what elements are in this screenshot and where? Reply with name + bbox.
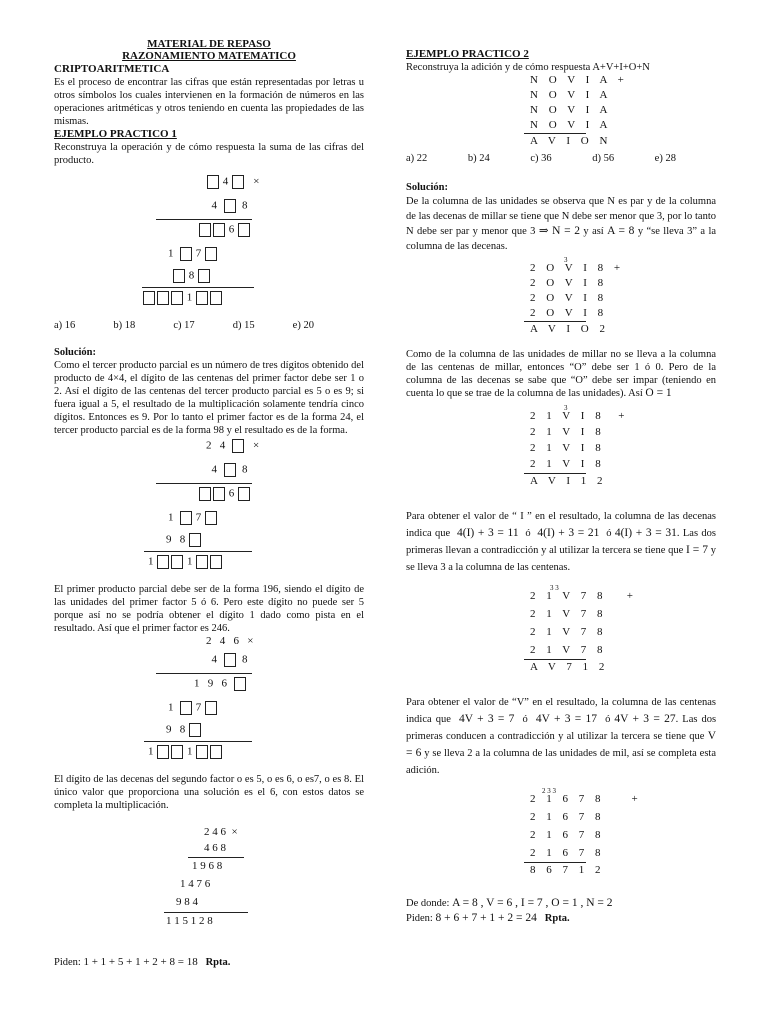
rule (156, 483, 252, 484)
addend-text: 2 1 6 7 8 (530, 793, 605, 805)
puzzle-row: 1 (142, 291, 223, 305)
puzzle-row: 9 8 (166, 723, 202, 737)
addend-text: N O V I A (530, 74, 611, 86)
ex2-dedonde (406, 897, 716, 910)
p1-text: De la columna de las unidades se observa que N es par y de la columna de las decenas de millar se tiene que N debe ser menor que 3, por lo tanto N debe ser par y menor que 3 (406, 196, 716, 237)
partial-product-2: 1 4 7 6 (180, 878, 211, 890)
equation: 4V + 3 = 17 (535, 713, 598, 725)
p2-text: Como de la columna de las unidades de millar no se lleva a la columna de las centenas de millar, entonces “O” debe ser 1 ó 0. Pero de la columna de las decenas se sabe que “O” debe ser impar (teniendo en cuenta lo que se trae de la columna de las unidades). Así (406, 349, 716, 399)
p1-text-2: y así (583, 226, 604, 237)
p3-text: Para obtener el valor de “ I ” en el resultado, la columna de las decenas indica que (406, 511, 716, 539)
ex1-puzzle-step2 (54, 635, 364, 759)
option: e) 28 (654, 153, 676, 164)
ex2-statement: Reconstruya la adición y de cómo respuesta A+V+I+O+N (406, 62, 650, 73)
or-word: ó (525, 528, 531, 539)
addend-row: 2 1 6 7 8 (530, 847, 605, 859)
rule (524, 133, 586, 134)
blank-box (157, 745, 169, 759)
puzzle-row: 1 7 (168, 247, 218, 261)
blank-box (198, 269, 210, 283)
option: b) 18 (113, 320, 136, 331)
ex1-solution-label: Solución: (54, 347, 97, 358)
blank-box (171, 291, 183, 305)
ex2-addition (406, 74, 716, 152)
product-result: 1 1 5 1 2 8 (166, 915, 213, 927)
blank-box (189, 533, 201, 547)
p3-text-2: . Las dos primeras llevan a contradicción y al utilizar la tercera se tiene que (406, 528, 717, 556)
option: e) 20 (292, 320, 314, 331)
blank-box (234, 677, 246, 691)
right-column (406, 48, 716, 925)
puzzle-row: 1 7 (168, 511, 218, 525)
sum-row: 8 6 7 1 2 (530, 864, 605, 876)
or-word: ó (605, 714, 611, 725)
puzzle-row: 1 7 (168, 701, 218, 715)
ex2-step2 (406, 400, 716, 492)
factor-1-value: 2 4 6 (204, 826, 226, 838)
blank-box (199, 487, 211, 501)
addend-row: 2 1 V 7 8 + (530, 590, 638, 602)
ex1-solution-p3: El dígito de las decenas del segundo factor o es 5, o es 6, o es7, o es 8. El único valor que proporciona una solución es el 6, con estos datos se completa la multiplicación. (54, 774, 364, 811)
addend-row: 2 O V I 8 (530, 292, 608, 304)
p4-value: V = 6 (406, 730, 716, 759)
addend-row: 2 1 V I 8 (530, 442, 605, 454)
p1-implication: ⇒ N = 2 (538, 225, 580, 237)
ex1-answer (54, 956, 364, 969)
equation: 4V + 3 = 27 (614, 713, 676, 725)
puzzle-row: 2 4 6 × (206, 635, 254, 647)
answer-expression: 8 + 6 + 7 + 1 + 2 = 24 (435, 912, 537, 924)
blank-box (199, 223, 211, 237)
option: a) 22 (406, 153, 428, 164)
rule (188, 857, 244, 858)
carry: 3 (564, 404, 568, 412)
blank-box (157, 291, 169, 305)
puzzle-row: 6 (198, 487, 251, 501)
p3-text-3: y se lleva 3 a la columna de las centenas. (406, 545, 716, 573)
blank-box (196, 745, 208, 759)
ex2-p3 (406, 508, 716, 576)
p4-text-2: . Las dos primeras conducen a contradicción y al utilizar la tercera se tiene que (406, 714, 717, 742)
addend-row: 2 1 V I 8 (530, 458, 605, 470)
blank-box (213, 487, 225, 501)
addend-row: N O V I A (530, 119, 612, 131)
equation: 4V + 3 = 7 (458, 713, 515, 725)
ex2-step3 (406, 580, 716, 678)
ex2-p1 (406, 194, 716, 254)
answer-label: Piden: (54, 957, 81, 968)
puzzle-row: 4 8 (206, 653, 248, 666)
addend-row: 2 1 V I 8 + (530, 410, 629, 422)
blank-box (171, 745, 183, 759)
rule (524, 321, 586, 322)
addend-row: 2 1 V 7 8 (530, 644, 607, 656)
partial-product-3: 9 8 4 (176, 896, 198, 908)
blank-box (171, 555, 183, 569)
blank-box (213, 223, 225, 237)
ex2-p4 (406, 694, 716, 779)
addend-row: N O V I A (530, 104, 612, 116)
blank-box (205, 511, 217, 525)
ex2-solution-label: Solución: (406, 182, 449, 193)
rule (524, 659, 586, 660)
puzzle-row: 4 8 (206, 199, 248, 212)
rule (164, 912, 248, 913)
addend-row: 2 1 6 7 8 (530, 829, 605, 841)
carry: 3 (564, 256, 568, 264)
blank-box (180, 247, 192, 261)
blank-box (210, 555, 222, 569)
rule (156, 219, 252, 220)
intro-paragraph: Es el proceso de encontrar las cifras que están representadas por letras u otros símbolos los cuales intervienen en la formación de números en las operaciones aritméticas y otros teniendo en cuenta las propiedades de las mismas. (54, 77, 364, 127)
puzzle-row: 1 1 (148, 745, 223, 759)
ex1-title: EJEMPLO PRACTICO 1 (54, 128, 177, 140)
p4-text-3: y se lleva 2 a la columna de las unidades de mil, así se completa esta adición. (406, 748, 716, 776)
rule (524, 862, 586, 863)
ex1-solution-p2: El primer producto parcial debe ser de la forma 196, siendo el dígito de las unidades del primer factor 5 ó 6. Pero este dígito no puede ser 5 porque así no se podría obtener el dígito 1 dado como pista en el resultado. Así que el primer factor es 246. (54, 584, 364, 634)
blank-box (157, 555, 169, 569)
addend-row: 2 1 6 7 8 (530, 811, 605, 823)
ex1-puzzle (54, 167, 364, 304)
blank-box (207, 175, 219, 189)
addend-row: 2 1 V I 8 (530, 426, 605, 438)
answer-label: Piden: (406, 913, 433, 924)
rule (524, 473, 586, 474)
option: b) 24 (467, 153, 490, 164)
rpta-label: Rpta. (205, 957, 231, 968)
blank-box (224, 199, 236, 213)
option: d) 56 (592, 153, 615, 164)
blank-box (180, 701, 192, 715)
blank-box (196, 291, 208, 305)
sum-row: A V I O N (530, 135, 612, 147)
blank-box (210, 745, 222, 759)
blank-box (232, 439, 244, 453)
dedonde-label: De donde: (406, 898, 450, 909)
dedonde-values: A = 8 , V = 6 , I = 7 , O = 1 , N = 2 (452, 897, 613, 909)
p4-text: Para obtener el valor de “V” en el resultado, la columna de las centenas indica que (406, 697, 716, 725)
addend-row: 2 1 6 7 8 + (530, 793, 642, 805)
carry: 3 3 (550, 584, 559, 592)
addend-row: 2 O V I 8 (530, 307, 608, 319)
left-column (54, 38, 364, 969)
sum-row: A V I O 2 (530, 323, 609, 335)
addend-row: 2 O V I 8 (530, 277, 608, 289)
ex2-title: EJEMPLO PRACTICO 2 (406, 48, 529, 60)
doc-subtitle: RAZONAMIENTO MATEMATICO (122, 50, 296, 62)
ex2-options (406, 152, 676, 165)
addend-row: 2 1 V 7 8 (530, 608, 607, 620)
blank-box (189, 723, 201, 737)
option: c) 36 (530, 153, 552, 164)
puzzle-row: 8 (172, 269, 211, 283)
ex2-answer (406, 912, 716, 925)
blank-box (224, 463, 236, 477)
addend-text: 2 1 V 7 8 (530, 590, 607, 602)
sum-row: A V 7 1 2 (530, 661, 609, 673)
blank-box (232, 175, 244, 189)
rule (142, 287, 254, 288)
blank-box (173, 269, 185, 283)
addend-text: 2 1 V I 8 (530, 410, 605, 422)
ex2-step1 (406, 254, 716, 338)
blank-box (238, 487, 250, 501)
sum-row: A V I 1 2 (530, 475, 607, 487)
ex1-statement: Reconstruya la operación y de cómo respuesta la suma de las cifras del producto. (54, 142, 364, 166)
puzzle-row: 2 4 × (206, 439, 260, 452)
p2-value: O = 1 (645, 387, 672, 399)
option: c) 17 (173, 320, 195, 331)
partial-product-1: 1 9 6 8 (192, 860, 223, 872)
p3-value: I = 7 (685, 544, 709, 556)
answer-expression: 1 + 1 + 5 + 1 + 2 + 8 = 18 (83, 956, 198, 968)
equation: 4(I) + 3 = 31 (614, 527, 677, 539)
puzzle-row: 9 8 (166, 533, 202, 547)
or-word: ó (522, 714, 528, 725)
p1-value: A = 8 (607, 225, 635, 237)
rule (156, 673, 252, 674)
ex2-p2 (406, 348, 716, 400)
ex1-solution-p1: Como el tercer producto parcial es un número de tres dígitos obtenido del producto de 4×4, el dígito de las centenas del primer factor debe ser 1 o 2. Así el dígito de las centenas del tercer producto parcial es 5 o es 9; si fuera igual a 5, el resultado de la multiplicación solamente tendría cinco dígitos. Entonces es 9. Por lo tanto el primer factor es de la forma 24, el tercer producto parcial es de la forma 98 y el resultado es de la forma. (54, 360, 364, 436)
carry: 2 3 3 (542, 787, 556, 795)
factor-1: 2 4 6 × (204, 826, 238, 838)
ex1-final-multiplication (54, 820, 364, 942)
blank-box (205, 247, 217, 261)
addend-text: 2 O V I 8 (530, 262, 608, 274)
section-title: CRIPTOARITMETICA (54, 63, 170, 75)
option: a) 16 (54, 320, 76, 331)
rpta-label: Rpta. (544, 913, 570, 924)
blank-box (205, 701, 217, 715)
equation: 4(I) + 3 = 11 (457, 527, 519, 539)
blank-box (210, 291, 222, 305)
option: d) 15 (232, 320, 255, 331)
ex2-step4 (406, 783, 716, 881)
addend-row: N O V I A (530, 89, 612, 101)
rule (144, 551, 252, 552)
puzzle-row: 4 × (206, 175, 259, 189)
equation: 4(I) + 3 = 21 (537, 527, 600, 539)
addend-row: 2 1 V 7 8 (530, 626, 607, 638)
blank-box (196, 555, 208, 569)
ex1-options (54, 319, 314, 332)
factor-2: 4 6 8 (204, 842, 226, 854)
ex1-puzzle-step1 (54, 437, 364, 569)
blank-box (224, 653, 236, 667)
puzzle-row: 1 9 6 (194, 677, 247, 691)
blank-box (143, 291, 155, 305)
puzzle-row: 4 8 (206, 463, 248, 476)
puzzle-row: 6 (198, 223, 251, 237)
addend-row: 2 O V I 8 + (530, 262, 625, 274)
rule (144, 741, 252, 742)
puzzle-row: 1 1 (148, 555, 223, 569)
or-word: ó (606, 528, 612, 539)
p1-text-3: y “se lleva 3” a la columna de las decenas. (406, 226, 717, 252)
addend-row: N O V I A + (530, 74, 628, 86)
doc-title: MATERIAL DE REPASO (147, 38, 271, 50)
blank-box (238, 223, 250, 237)
blank-box (180, 511, 192, 525)
